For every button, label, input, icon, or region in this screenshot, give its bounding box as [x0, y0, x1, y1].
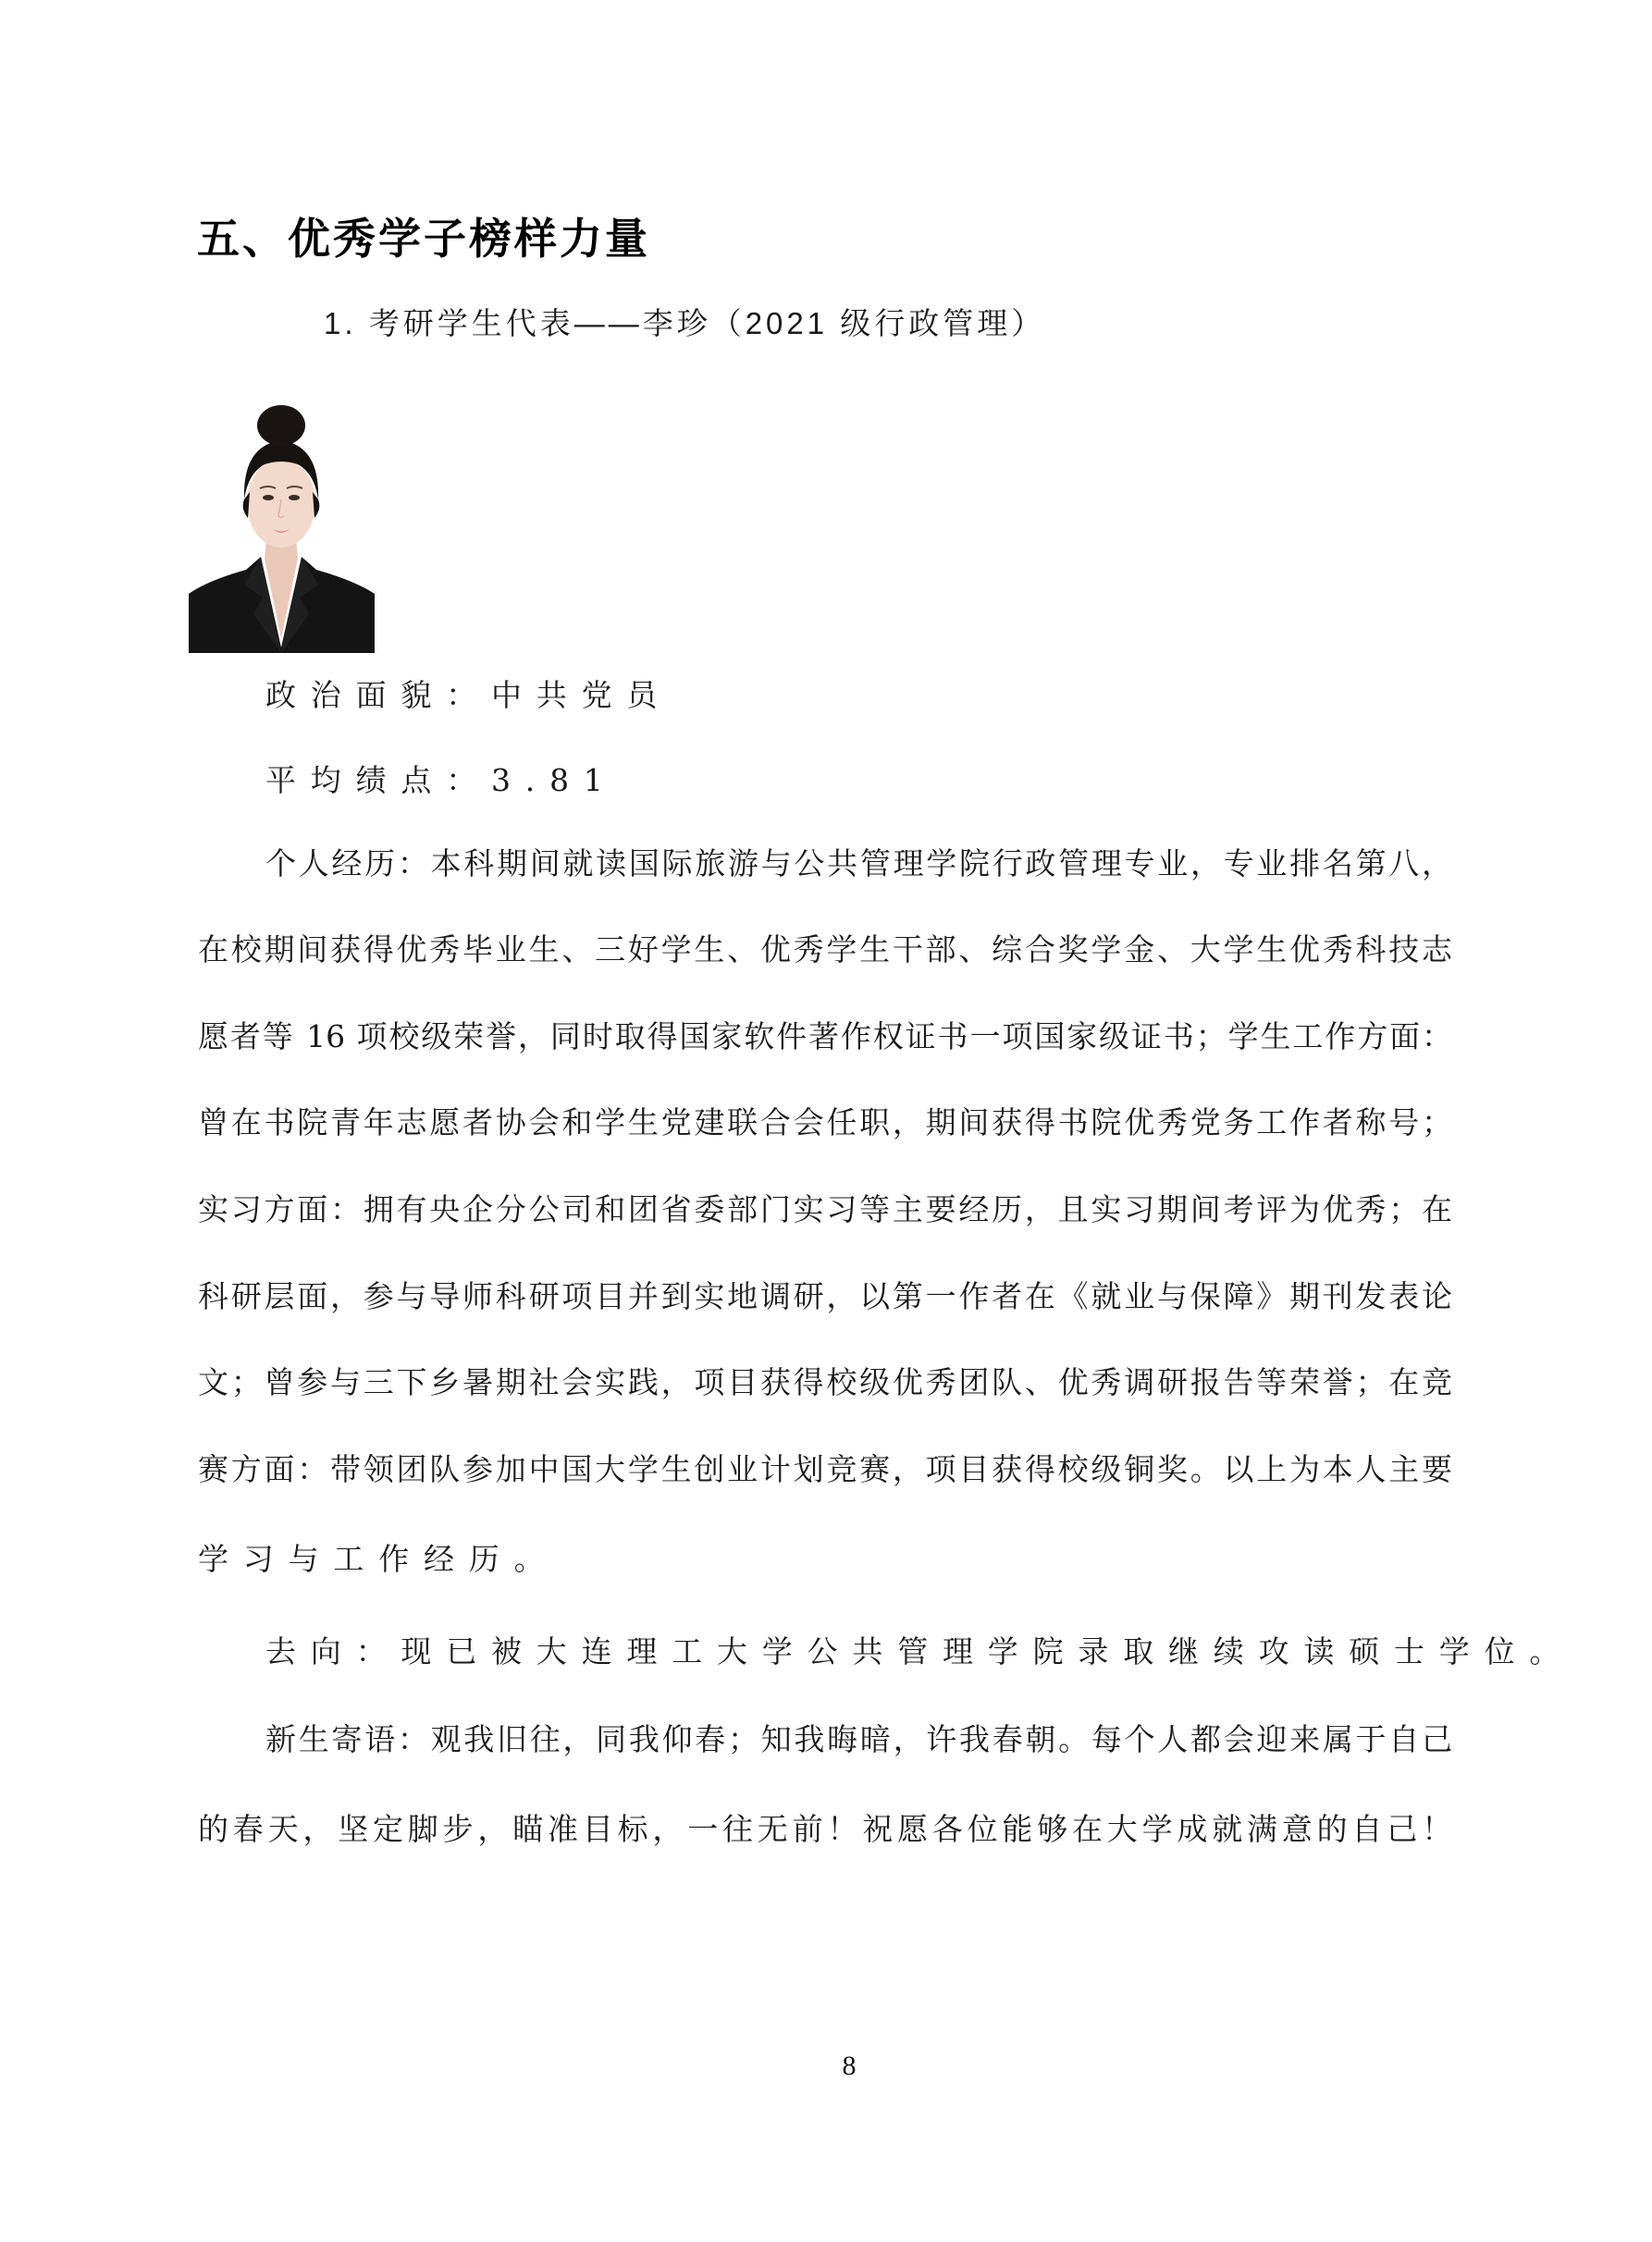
experience-line: 文；曾参与三下乡暑期社会实践，项目获得校级优秀团队、优秀调研报告等荣誉；在竞 [198, 1364, 1452, 1400]
experience-line: 赛方面：带领团队参加中国大学生创业计划竞赛，项目获得校级铜奖。以上为本人主要 [198, 1451, 1452, 1487]
message-line: 的春天，坚定脚步，瞄准目标，一往无前！祝愿各位能够在大学成就满意的自己！ [198, 1811, 1452, 1847]
experience-line: 科研层面，参与导师科研项目并到实地调研，以第一作者在《就业与保障》期刊发表论 [198, 1278, 1452, 1314]
page-number: 8 [842, 2051, 857, 2081]
destination-line: 去向：现已被大连理工大学公共管理学院录取继续攻读硕士学位。 [265, 1633, 1575, 1669]
experience-line: 在校期间获得优秀毕业生、三好学生、优秀学生干部、综合奖学金、大学生优秀科技志 [198, 931, 1452, 967]
portrait-image [189, 400, 375, 653]
experience-line: 愿者等 16 项校级荣誉，同时取得国家软件著作权证书一项国家级证书；学生工作方面： [198, 1018, 1452, 1054]
student-subheading: 1. 考研学生代表——李珍（2021 级行政管理） [324, 306, 1046, 340]
gpa-line: 平均绩点：3.81 [265, 762, 618, 798]
experience-line: 曾在书院青年志愿者协会和学生党建联合会任职，期间获得书院优秀党务工作者称号； [198, 1104, 1452, 1140]
section-heading: 五、优秀学子榜样力量 [197, 214, 650, 264]
experience-line: 学习与工作经历。 [198, 1541, 560, 1577]
message-line: 新生寄语：观我旧往，同我仰春；知我晦暗，许我春朝。每个人都会迎来属于自己 [265, 1721, 1452, 1757]
experience-line: 实习方面：拥有央企分公司和团省委部门实习等主要经历，且实习期间考评为优秀；在 [198, 1191, 1452, 1227]
student-portrait-photo [189, 400, 375, 653]
political-status-line: 政治面貌：中共党员 [265, 677, 672, 713]
experience-line: 个人经历：本科期间就读国际旅游与公共管理学院行政管理专业，专业排名第八， [265, 845, 1452, 881]
